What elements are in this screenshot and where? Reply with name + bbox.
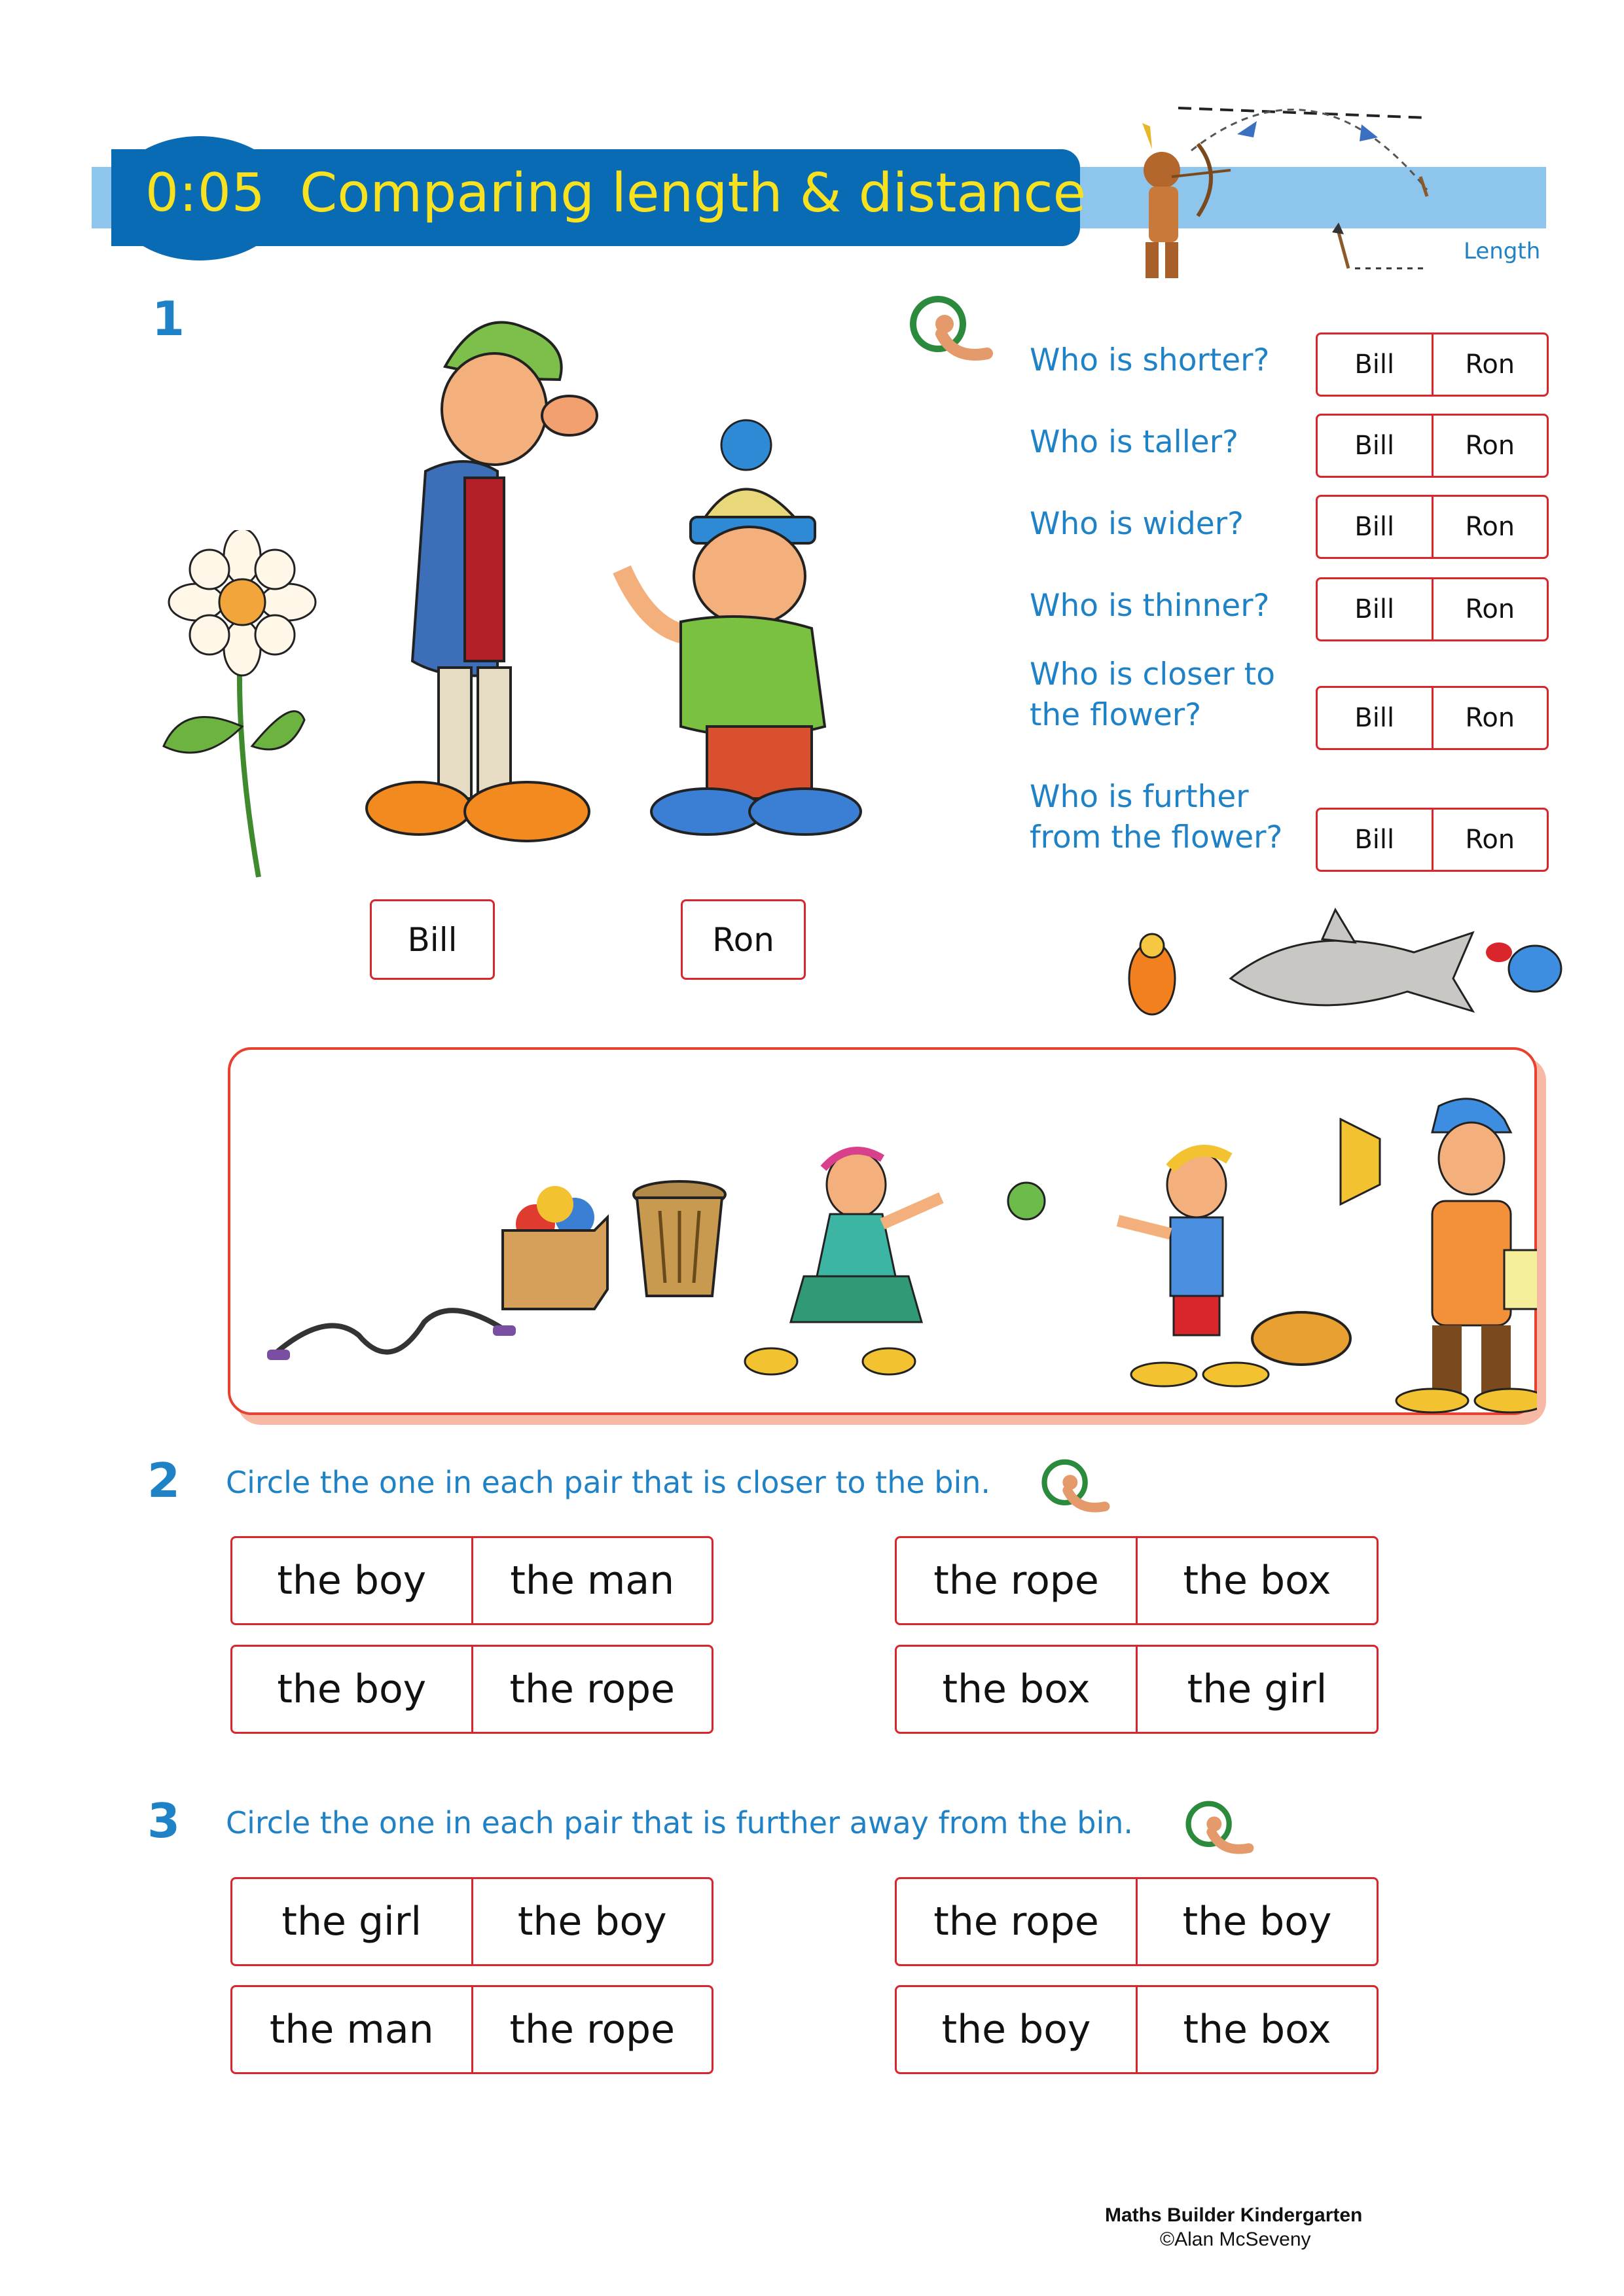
choice-ron[interactable]: Ron [1432, 579, 1547, 639]
choice-bill[interactable]: Bill [1354, 350, 1395, 380]
skipping-rope-illustration [267, 1310, 516, 1360]
question-number-1: 1 [152, 291, 185, 346]
q1-question-2: Who is taller? [1030, 424, 1238, 460]
q1-choice-pair-3 [1316, 495, 1549, 559]
q1-choice-pair-2 [1316, 414, 1549, 478]
choice-ron[interactable]: Ron [1432, 497, 1547, 557]
q2-choice-pair-2 [895, 1536, 1379, 1625]
choice-option[interactable]: the girl [281, 1899, 422, 1945]
flower-illustration [144, 530, 334, 884]
worm-mascot-icon [1183, 1800, 1255, 1859]
q3-prompt: Circle the one in each pair that is further away from the bin. [226, 1805, 1134, 1840]
boy-illustration [1118, 1151, 1269, 1386]
q3-choice-pair-1 [230, 1877, 713, 1966]
q2-choice-pair-4 [895, 1645, 1379, 1734]
choice-ron[interactable]: Ron [1432, 334, 1547, 395]
ron-illustration [609, 419, 871, 844]
sea-creatures-illustration [1106, 906, 1578, 1037]
line-up-scene [228, 1047, 1537, 1415]
choice-option[interactable]: the boy [941, 2007, 1091, 2053]
q3-choice-pair-4 [895, 1985, 1379, 2074]
choice-option[interactable]: the girl [1136, 1647, 1377, 1732]
q1-question-1: Who is shorter? [1030, 342, 1270, 378]
choice-bill[interactable]: Bill [1354, 512, 1395, 542]
man-illustration [1341, 1099, 1537, 1412]
ball-illustration [1008, 1183, 1045, 1219]
q3-choice-pair-2 [895, 1877, 1379, 1966]
choice-ron[interactable]: Ron [1432, 810, 1547, 870]
choice-option[interactable]: the rope [933, 1558, 1099, 1604]
q2-prompt: Circle the one in each pair that is closer to the bin. [226, 1465, 991, 1500]
q1-choice-pair-1 [1316, 332, 1549, 397]
q2-choice-pair-1 [230, 1536, 713, 1625]
choice-option[interactable]: the rope [471, 1987, 712, 2072]
football-illustration [1252, 1312, 1350, 1365]
choice-bill[interactable]: Bill [1354, 594, 1395, 624]
q3-choice-pair-3 [230, 1985, 713, 2074]
choice-option[interactable]: the boy [277, 1558, 427, 1604]
q1-question-4: Who is thinner? [1030, 588, 1270, 624]
bin-illustration [634, 1181, 725, 1296]
choice-bill[interactable]: Bill [1354, 825, 1395, 855]
archer-illustration [1100, 72, 1466, 281]
choice-option[interactable]: the rope [933, 1899, 1099, 1945]
q1-question-5: Who is closer to the flower? [1030, 656, 1275, 733]
footer-copyright: ©Alan McSeveny [1160, 2229, 1311, 2250]
choice-option[interactable]: the boy [277, 1666, 427, 1712]
question-number-2: 2 [147, 1453, 181, 1508]
ball-box-illustration [503, 1186, 607, 1309]
worm-mascot-icon [909, 295, 994, 367]
q1-choice-pair-6 [1316, 808, 1549, 872]
choice-option[interactable]: the box [1136, 1538, 1377, 1623]
q1-choice-pair-5 [1316, 686, 1549, 750]
choice-option[interactable]: the man [269, 2007, 434, 2053]
q1-question-3: Who is wider? [1030, 506, 1244, 542]
q1-question-6: Who is further from the flower? [1030, 779, 1283, 855]
q2-choice-pair-3 [230, 1645, 713, 1734]
question-number-3: 3 [147, 1793, 181, 1848]
choice-option[interactable]: the boy [1136, 1879, 1377, 1964]
choice-bill[interactable]: Bill [1354, 703, 1395, 733]
bill-illustration [308, 281, 615, 851]
bill-name-label: Bill [370, 899, 495, 980]
worm-mascot-icon [1039, 1458, 1111, 1517]
choice-bill[interactable]: Bill [1354, 431, 1395, 461]
choice-ron[interactable]: Ron [1432, 416, 1547, 476]
girl-illustration [745, 1151, 941, 1374]
choice-option[interactable]: the box [942, 1666, 1091, 1712]
choice-option[interactable]: the box [1136, 1987, 1377, 2072]
footer-book-title: Maths Builder Kindergarten [1105, 2204, 1363, 2226]
choice-option[interactable]: the boy [471, 1879, 712, 1964]
choice-option[interactable]: the rope [471, 1647, 712, 1732]
choice-ron[interactable]: Ron [1432, 688, 1547, 748]
page-title: Comparing length & distance [300, 162, 1087, 224]
ron-name-label: Ron [681, 899, 806, 980]
topic-label: Length [1464, 238, 1541, 264]
choice-option[interactable]: the man [471, 1538, 712, 1623]
q1-choice-pair-4 [1316, 577, 1549, 641]
lesson-number: 0:05 [145, 162, 266, 223]
